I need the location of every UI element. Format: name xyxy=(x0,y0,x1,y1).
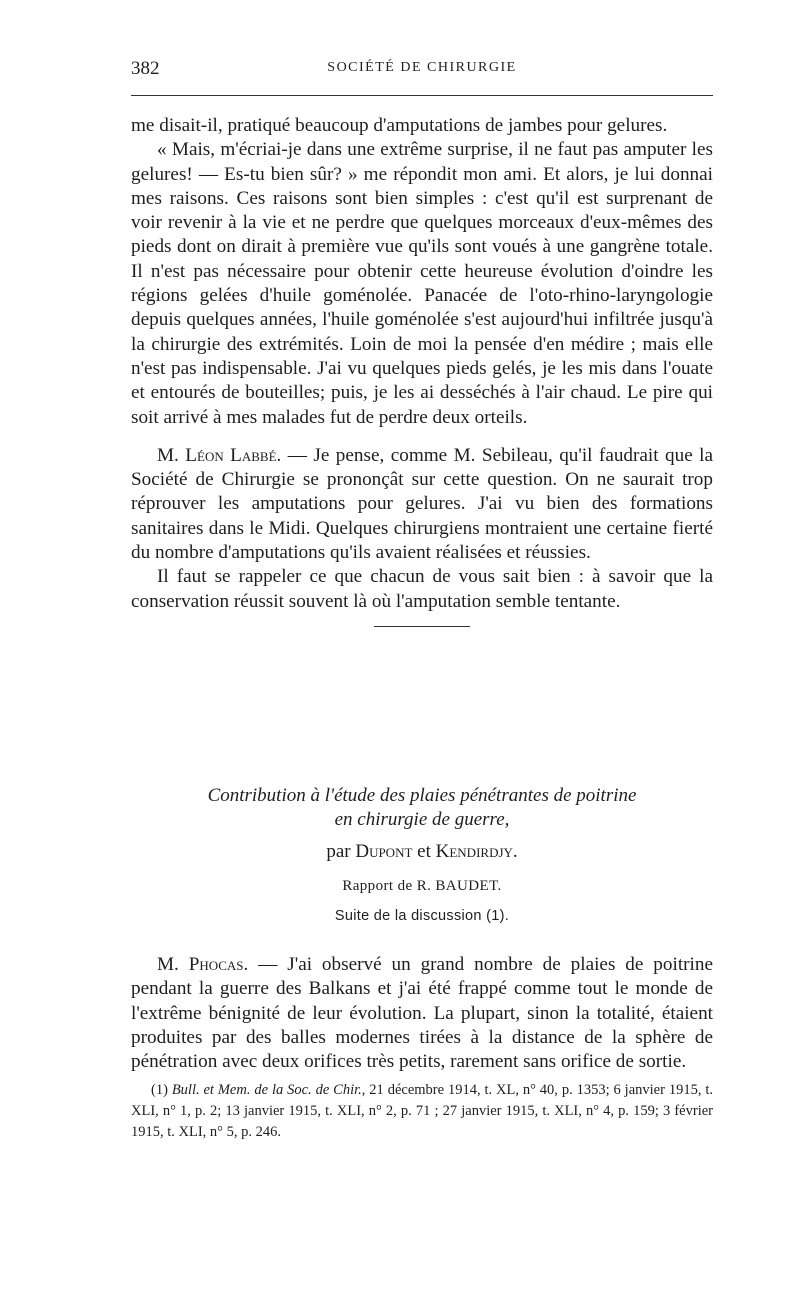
paragraph-sebileau: « Mais, m'écriai-je dans une extrême surprise, il ne faut pas amputer les gelures! — Es-tu bien sûr? » me répondit mon ami. Et alors, je lui donnai mes raisons. Ces raisons sont bien simples : c'est qu'il est surprenant de voir revenir à la vie et ne perdre que quelques morceaux d'eux-mêmes des pieds dont on dirait à première vue qu'ils sont voués à une gangrène totale. Il n'est pas nécessaire pour obtenir cette heureuse évolution d'oindre les régions gelées d'huile goménolée. Panacée de l'oto-rhino-laryngologie depuis quelques années, l'huile goménolée s'est aujourd'hui infiltrée jusqu'à la chirurgie des extrémités. Loin de moi la pensée d'en médire ; mais elle n'est pas indispensable. J'ai vu quelques pieds gelés, je les mis dans l'ouate et entourés de bouteilles; puis, je les ai desséchés à l'air chaud. Le pire qui soit arrivé à mes malades fut de perdre deux orteils. xyxy=(131,139,713,428)
footnote-reference: Bull. et Mem. de la Soc. de Chir. xyxy=(171,1082,362,1098)
footnote xyxy=(131,1080,713,1143)
paragraph-conclusion: Il faut se rappeler ce que chacun de vous sait bien : à savoir que la conservation réussit souvent là où l'amputation semble tentante. xyxy=(131,566,713,612)
authors-join: et xyxy=(412,841,436,862)
paragraph-labbe xyxy=(131,444,713,565)
footnote-citations: , 21 décembre 1914, t. XL, n° 40, p. 1353; 6 janvier 1915, t. XLI, n° 1, p. 2; 13 janvier 1915, t. XLI, n° 2, p. 71 ; 27 janvier 1915, t. XLI, n° 4, p. 159; 3 février 1915, t. XLI, n° 5, p. 246. xyxy=(131,1082,713,1140)
running-title: SOCIÉTÉ DE CHIRURGIE xyxy=(327,60,517,75)
text-body xyxy=(131,114,713,627)
article-title-line-1: Contribution à l'étude des plaies pénétrantes de poitrine xyxy=(207,785,637,806)
page-number: 382 xyxy=(131,58,160,79)
header-rule xyxy=(131,95,713,96)
paragraph-continuation: me disait-il, pratiqué beaucoup d'amputations de jambes pour gelures. xyxy=(131,115,668,136)
paragraph-phocas xyxy=(131,953,713,1074)
speaker-name: M. Phocas. xyxy=(157,954,249,975)
book-page xyxy=(131,56,714,1140)
authors-suffix: . xyxy=(512,841,518,862)
speaker-text: — J'ai observé un grand nombre de plaies de poitrine pendant la guerre des Balkans et j'ai été frappé comme tout le monde de l'extrême bénignité de leur évolution. La plupart, sinon la totalité, étaient produites par des balles modernes tirées à la distance de la sphère de pénétration avec deux orifices très petits, rarement sans orifice de sortie. xyxy=(131,954,713,1073)
running-header xyxy=(131,56,713,86)
article-title-line-2: en chirurgie de guerre, xyxy=(334,809,510,830)
footnote-text xyxy=(131,1080,713,1143)
author-dupont: Dupont xyxy=(355,841,413,862)
speaker-text: — Je pense, comme M. Sebileau, qu'il faudrait que la Société de Chirurgie se prononçât sur cette question. On ne saurait trop réprouver les amputations pour gelures. J'ai vu bien des formations sanitaires dans le Midi. Quelques chirurgiens montraient une certaine fierté du nombre d'amputations qu'ils avaient réalisées et réussies. xyxy=(131,444,714,564)
author-kendirdjy: Kendirdjy xyxy=(435,841,513,862)
rapport-line: Rapport de R. BAUDET. xyxy=(342,878,502,894)
discussion-heading: Suite de la discussion (1). xyxy=(334,908,510,924)
section-separator xyxy=(374,626,470,627)
authors-prefix: par xyxy=(326,841,356,862)
speaker-name: M. Léon Labbé. xyxy=(157,444,282,466)
footnote-marker: (1) xyxy=(151,1082,172,1098)
article-title xyxy=(131,784,713,832)
discussion-body xyxy=(131,953,713,1074)
article-authors xyxy=(131,841,713,863)
